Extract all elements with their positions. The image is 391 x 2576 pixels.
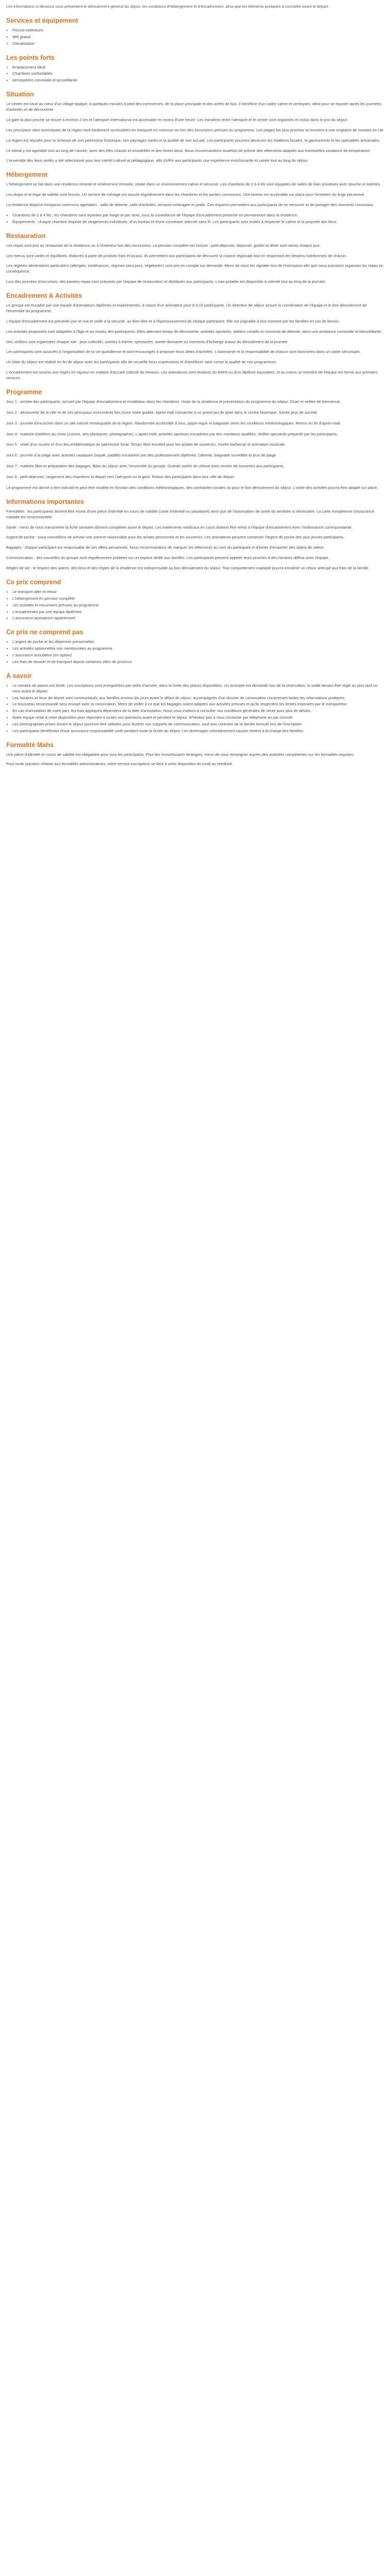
paragraph: Jour 4 : matinée d'ateliers au choix (cuisine, arts plastiques, photographie). L'après-midi, activités sportives encadrées par des moniteurs qualifiés. Veillée spectacle préparée par les participants.: [6, 431, 338, 436]
list-item: • Le transport aller et retour: [12, 589, 385, 595]
section-informations: [6, 498, 385, 571]
page: [0, 0, 391, 783]
paragraph: Des veillées sont organisées chaque soir : jeux collectifs, soirées à thème, spectacles, soirée dansante ou moments d'échange autour du déroulement de la journée.: [6, 339, 288, 344]
paragraph: La résidence dispose d'espaces communs agréables : salle de détente, salle d'activités, terrasse ombragée et jardin. Ces espaces permettent aux participants de se retrouver et de partager des moments conviviaux.: [6, 202, 374, 207]
list-item: • L'hébergement en pension complète: [12, 596, 385, 602]
list-item: • En cas d'annulation de votre part, les frais appliqués dépendent de la date d'annulation. Nous vous invitons à consulter nos conditions générales de vente pour plus de détails.: [12, 708, 385, 714]
comprend-list: [6, 589, 385, 621]
section-title-points-forts: Les points forts: [6, 54, 55, 61]
section-points-forts: [6, 54, 385, 84]
paragraph: Santé : merci de nous transmettre la fiche sanitaire dûment complétée avant le départ. Les traitements médicaux en cours doivent être remis à l'équipe d'encadrement avec l'ordonnance correspondante.: [6, 524, 353, 530]
paragraph: Les activités proposées sont adaptées à l'âge et au niveau des participants. Elles alternent temps de découverte, activités sportives, ateliers créatifs et moments de détente, dans une ambiance conviviale et bienveillante.: [6, 329, 382, 334]
paragraph: Jour 6 : journée à la plage avec activités nautiques (kayak, paddle) encadrées par des professionnels diplômés. Détente, baignade surveillée et jeux de plage.: [6, 453, 277, 458]
section-title-a-savoir: À savoir: [6, 672, 32, 680]
services-list: [6, 28, 385, 47]
list-item: • Wifi gratuit: [12, 35, 385, 40]
list-item: • Les photographies prises durant le séjour pourront être utilisées pour illustrer nos supports de communication, sauf avis contraire de la famille formulé lors de l'inscription.: [12, 722, 385, 727]
paragraph: Pour toute question relative aux formalités administratives, notre service inscriptions se tient à votre disposition du lundi au vendredi.: [6, 761, 233, 766]
section-title-programme: Programme: [6, 388, 42, 396]
list-item: • Notre équipe reste à votre disposition pour répondre à toutes vos questions avant et pendant le séjour. N'hésitez pas à nous contacter par téléphone ou par courriel.: [12, 715, 385, 721]
paragraph: Le centre est situé au cœur d'un village typique, à quelques minutes à pied des commerces, de la place principale et des arrêts de bus. Il bénéficie d'un cadre calme et verdoyant, idéal pour se reposer après les journées d'activités et de découverte.: [6, 101, 382, 112]
paragraph: Un bilan du séjour est réalisé en fin de séjour avec les participants afin de recueillir leurs impressions et d'améliorer sans cesse la qualité de nos programmes.: [6, 360, 278, 365]
section-title-encadrement: Encadrement & Activités: [6, 292, 82, 299]
section-title-informations: Informations importantes: [6, 498, 84, 505]
a-savoir-list: [6, 683, 385, 734]
section-title-situation: Situation: [6, 91, 34, 98]
paragraph: Les participants sont associés à l'organisation de la vie quotidienne et sont encouragés à proposer leurs idées d'activités. L'autonomie et la responsabilité de chacun sont favorisées dans un cadre sécurisant.: [6, 349, 361, 354]
paragraph: La région est réputée pour la richesse de son patrimoine historique, ses paysages variés et la qualité de son accueil. Les participants pourront découvrir les traditions locales, la gastronomie et les spécialités artisanales.: [6, 138, 380, 143]
list-item: • Le nombre de places est limité. Les inscriptions sont enregistrées par ordre d'arrivée, dans la limite des places disponibles. Un acompte est demandé lors de la réservation, le solde devant être réglé au plus tard un mois avant le départ.: [12, 683, 385, 694]
section-title-formalite: Formalité Mahs: [6, 741, 54, 749]
paragraph: Jour 1 : arrivée des participants, accueil par l'équipe d'encadrement et installation dans les chambres. Visite de la résidence et présentation du programme du séjour. Dîner et veillée de bienvenue.: [6, 399, 341, 404]
list-item: • Chambres confortables: [12, 71, 385, 77]
paragraph: L'hébergement se fait dans une résidence récente et entièrement rénovée, située dans un environnement calme et sécurisé. Les chambres de 2 à 4 lits sont équipées de salles de bain privatives avec douche et toilettes.: [6, 182, 381, 187]
section-hebergement: [6, 171, 385, 225]
list-item: • Les frais de dossier et de transport depuis certaines villes de province: [12, 659, 385, 665]
paragraph: Les repas sont pris au restaurant de la résidence ou à l'extérieur lors des excursions. La pension complète est incluse : petit-déjeuner, déjeuner, goûter et dîner sont servis chaque jour.: [6, 243, 321, 248]
paragraph: Bagages : chaque participant est responsable de ses effets personnels. Nous recommandons de marquer les vêtements au nom du participant et d'éviter d'emporter des objets de valeur.: [6, 545, 324, 550]
paragraph: Argent de poche : nous conseillons de prévoir une somme raisonnable pour les achats personnels et les souvenirs. Les animateurs peuvent conserver l'argent de poche des plus jeunes participants.: [6, 535, 345, 540]
list-item: • Emplacement idéal: [12, 65, 385, 71]
paragraph: Les menus sont variés et équilibrés, élaborés à partir de produits frais et locaux. Ils permettent aux participants de découvrir la cuisine régionale tout en respectant les besoins nutritionnels de chacun.: [6, 253, 347, 258]
points-forts-list: [6, 65, 385, 84]
paragraph: Communication : des nouvelles du groupe sont régulièrement publiées sur un espace dédié aux familles. Les participants peuvent appeler leurs proches à des horaires définis avec l'équipe.: [6, 555, 330, 561]
paragraph: Jour 7 : matinée libre et préparation des bagages. Bilan du séjour avec l'ensemble du groupe. Grande soirée de clôture avec remise de souvenirs aux participants.: [6, 464, 285, 469]
section-title-ce-prix-comprend: Ce prix comprend: [6, 578, 61, 586]
list-item: • Climatisation: [12, 41, 385, 47]
list-item: • Les activités et excursions prévues au programme: [12, 603, 385, 608]
paragraph: Jour 3 : journée d'excursion dans un site naturel remarquable de la région. Randonnée accessible à tous, pique-nique et baignade selon les conditions météorologiques. Retour en fin d'après-midi.: [6, 420, 341, 426]
paragraph: L'encadrement est soumis aux règles en vigueur en matière d'accueil collectif de mineurs. Les animateurs sont titulaires du BAFA ou d'un diplôme équivalent, et au moins un membre de l'équipe est formé aux premiers secours.: [6, 370, 378, 380]
list-item: • Équipements : chaque chambre dispose de rangements individuels, d'un bureau et d'une connexion internet sans fil. Les participants sont invités à respecter le calme et la propreté des lieux.: [12, 219, 385, 225]
ne-comprend-list: [6, 639, 385, 665]
list-item: • L'assurance annulation (en option): [12, 653, 385, 658]
list-item: • L'encadrement par une équipe diplômée: [12, 609, 385, 615]
paragraph: Lors des journées d'excursion, des paniers-repas sont préparés par l'équipe de restauration et distribués aux participants. L'eau potable est disponible à volonté tout au long de la journée.: [6, 279, 326, 284]
hebergement-list: [6, 213, 385, 225]
list-item: • Le trousseau recommandé sera envoyé avec la convocation. Merci de veiller à ce que les bagages soient adaptés aux activités prévues et qu'ils respectent les limites imposées par le transporteur.: [12, 702, 385, 707]
paragraph: Une pièce d'identité en cours de validité est obligatoire pour tous les participants. Pour les ressortissants étrangers, merci de vous renseigner auprès des autorités compétentes sur les formalités requises.: [6, 752, 355, 757]
section-restauration: [6, 232, 385, 285]
paragraph: Le programme est donné à titre indicatif et peut être modifié en fonction des conditions météorologiques, des contraintes locales ou pour le bon déroulement du séjour. L'ordre des activités pourra être adapté sur place.: [6, 485, 378, 490]
section-ce-prix-ne-comprend-pas: [6, 629, 385, 665]
section-title-restauration: Restauration: [6, 232, 46, 240]
list-item: • Atmosphère conviviale et accueillante: [12, 78, 385, 83]
list-item: • L'assurance assistance rapatriement: [12, 616, 385, 621]
paragraph: Jour 8 : petit-déjeuner, rangement des chambres et départ vers l'aéroport ou la gare. Retour des participants dans leur ville de départ.: [6, 474, 235, 479]
paragraph: Jour 5 : visite d'un musée et d'un lieu emblématique du patrimoine local. Temps libre encadré pour les achats de souvenirs. Soirée barbecue et animation musicale.: [6, 442, 286, 447]
intro-text: Les informations ci-dessous vous présentent le déroulement général du séjour, les conditions d'hébergement et d'encadrement, ainsi que les éléments pratiques à connaître avant le départ.: [6, 4, 329, 9]
section-title-services: Services et équipement: [6, 16, 78, 24]
section-a-savoir: [6, 672, 385, 734]
section-title-hebergement: Hébergement: [6, 171, 47, 179]
section-encadrement: [6, 292, 385, 381]
list-item: • Les participants bénéficient d'une assurance responsabilité civile pendant toute la durée du séjour. Les dommages volontairement causés restent à la charge des familles.: [12, 728, 385, 734]
list-item: • Chambres de 2 à 4 lits : les chambres sont réparties par étage et par sexe, sous la surveillance de l'équipe d'encadrement présente en permanence dans la résidence.: [12, 213, 385, 218]
list-item: • L'argent de poche et les dépenses personnelles: [12, 639, 385, 645]
paragraph: L'équipe d'encadrement est présente jour et nuit et veille à la sécurité, au bien-être et à l'épanouissement de chaque participant. Elle est joignable à tout moment par les familles en cas de besoin.: [6, 318, 340, 324]
paragraph: La gare la plus proche se trouve à environ 2 km et l'aéroport international est accessible en moins d'une heure. Les transferts entre l'aéroport et le centre sont organisés et inclus dans le prix du séjour.: [6, 117, 348, 122]
section-situation: [6, 91, 385, 164]
section-formalite: [6, 741, 385, 767]
list-item: • Les horaires et lieux de départ sont communiqués aux familles environ dix jours avant le début du séjour, accompagnés d'un dossier de convocation comprenant toutes les informations pratiques.: [12, 696, 385, 701]
section-title-ce-prix-ne-comprend-pas: Ce prix ne comprend pas: [6, 629, 84, 636]
section-programme: [6, 388, 385, 491]
paragraph: Le groupe est encadré par une équipe d'animateurs diplômés et expérimentés, à raison d'un animateur pour 8 à 10 participants. Un directeur de séjour assure la coordination de l'équipe et le bon déroulement de l'ensemble du programme.: [6, 303, 367, 313]
section-services: [6, 17, 385, 47]
paragraph: Les régimes alimentaires particuliers (allergies, intolérances, régimes sans porc, végétarien) sont pris en compte sur demande. Merci de nous les signaler lors de l'inscription afin que nous puissions organiser les repas en conséquence.: [6, 263, 383, 274]
paragraph: Formalités : les participants doivent être munis d'une pièce d'identité en cours de validité (carte d'identité ou passeport) ainsi que de l'autorisation de sortie du territoire si nécessaire. La carte européenne d'assurance maladie est recommandée.: [6, 509, 374, 519]
paragraph: L'ensemble des lieux visités a été sélectionné pour leur intérêt culturel et pédagogique, afin d'offrir aux participants une expérience enrichissante et variée tout au long du séjour.: [6, 158, 309, 163]
paragraph: Le climat y est agréable tout au long de l'année, avec des étés chauds et ensoleillés et des hivers doux. Nous recommandons toutefois de prévoir des vêtements adaptés aux éventuelles variations de température.: [6, 148, 371, 153]
paragraph: Règles de vie : le respect des autres, des lieux et des règles de la résidence est indispensable au bon déroulement du séjour. Tout comportement inadapté pourra entraîner un retour anticipé aux frais de la famille.: [6, 566, 370, 570]
paragraph: Jour 2 : découverte de la ville et de ses principaux monuments lors d'une visite guidée. Après-midi consacrée à un grand jeu de piste dans le centre historique. Soirée jeux de société.: [6, 410, 318, 415]
section-ce-prix-comprend: [6, 579, 385, 621]
paragraph: Les principaux sites touristiques de la région sont facilement accessibles en transport en commun ou lors des excursions prévues au programme. Les plages les plus proches se trouvent à une vingtaine de minutes en car.: [6, 127, 384, 132]
list-item: • Les activités optionnelles non mentionnées au programme: [12, 646, 385, 652]
list-item: • Piscine extérieure: [12, 28, 385, 33]
paragraph: Les draps et le linge de toilette sont fournis. Un service de ménage est assuré régulièrement dans les chambres et les parties communes. Une laverie est accessible sur place pour l'entretien du linge personnel.: [6, 192, 365, 197]
